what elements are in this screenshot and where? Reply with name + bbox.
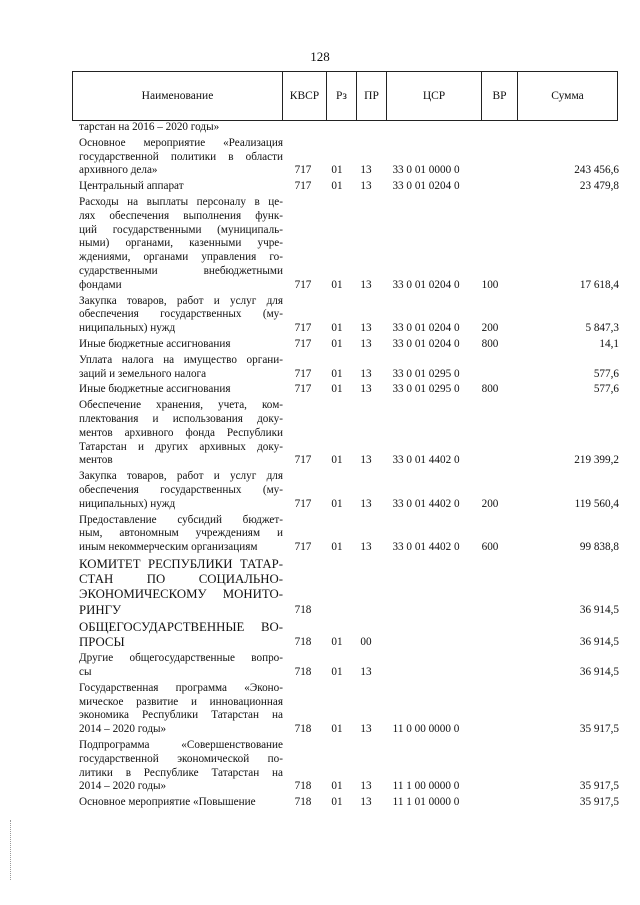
row-kvsr: 717	[294, 383, 312, 396]
row-csr: 33 0 01 4402 0	[392, 454, 460, 467]
row-pr: 13	[360, 723, 372, 736]
row-name-line: ными) органами, казенными учре-	[79, 237, 283, 250]
row-name-line: Государственная программа «Эконо-	[79, 681, 283, 694]
row-csr: 33 0 01 0204 0	[392, 180, 460, 193]
row-kvsr: 717	[294, 278, 312, 291]
row-name	[79, 338, 283, 352]
row-pr: 13	[360, 337, 372, 350]
row-csr: 33 0 01 0204 0	[392, 337, 460, 350]
row-name	[79, 137, 283, 178]
row-name-line: Иные бюджетные ассигнования	[79, 383, 231, 396]
table-row	[79, 295, 619, 336]
row-sum: 243 456,6	[574, 164, 619, 177]
row-name	[79, 383, 283, 397]
row-name-line: ПРОСЫ	[79, 634, 125, 649]
row-kvsr: 717	[294, 180, 312, 193]
header-sum: Сумма	[518, 72, 618, 121]
header-vr: ВР	[482, 72, 518, 121]
table-row	[79, 137, 619, 178]
row-name-line: РИНГУ	[79, 602, 122, 617]
row-name-line: ждениями, органами управления го-	[79, 251, 283, 264]
row-name-line: Закупка товаров, работ и услуг для	[79, 470, 283, 483]
row-vr: 800	[481, 337, 499, 350]
row-name-line: плектования и использования доку-	[79, 412, 283, 425]
row-name-line: ций государственными (муниципаль-	[79, 223, 283, 236]
row-rz: 01	[331, 665, 343, 678]
row-sum: 35 917,5	[579, 780, 619, 793]
row-name	[79, 796, 283, 810]
table-row	[79, 739, 619, 794]
row-pr: 13	[360, 322, 372, 335]
row-kvsr: 717	[294, 541, 312, 554]
row-name-line: Основное мероприятие «Реализация	[79, 136, 283, 149]
row-name-line: заций и земельного налога	[79, 367, 207, 380]
table-row	[79, 338, 619, 352]
row-csr: 33 0 01 0295 0	[392, 367, 460, 380]
row-sum: 36 914,5	[579, 665, 619, 678]
row-kvsr: 717	[294, 367, 312, 380]
row-kvsr: 718	[294, 665, 312, 678]
row-kvsr: 717	[294, 322, 312, 335]
row-sum: 577,6	[593, 383, 619, 396]
header-rz: Рз	[327, 72, 357, 121]
row-name	[79, 514, 283, 555]
row-name-line: Расходы на выплаты персоналу в це-	[79, 195, 283, 208]
table-header	[72, 71, 618, 121]
row-name-line: государственной экономической по-	[79, 752, 283, 765]
row-rz: 01	[331, 636, 343, 649]
table-row	[79, 620, 619, 650]
table-body	[79, 121, 619, 810]
row-kvsr: 717	[294, 337, 312, 350]
row-rz: 01	[331, 322, 343, 335]
row-sum: 577,6	[593, 367, 619, 380]
row-csr: 33 0 01 0204 0	[392, 322, 460, 335]
table-row	[79, 383, 619, 397]
table-row	[79, 354, 619, 382]
row-name-line: государственной политики в области	[79, 150, 283, 163]
row-name-line: иным некоммерческим организациям	[79, 541, 258, 554]
row-name-line: ментов архивного фонда Республики	[79, 426, 283, 439]
row-rz: 01	[331, 164, 343, 177]
row-vr: 100	[481, 278, 499, 291]
row-name-line: ным, автономным учреждениям и	[79, 527, 283, 540]
header-name: Наименование	[73, 72, 283, 121]
row-name	[79, 295, 283, 336]
row-vr: 800	[481, 383, 499, 396]
row-csr: 11 1 01 0000 0	[392, 796, 460, 809]
row-pr: 13	[360, 541, 372, 554]
row-name-line: Другие общегосударственные вопро-	[79, 652, 283, 665]
row-kvsr: 718	[294, 636, 312, 649]
row-csr: 33 0 01 4402 0	[392, 541, 460, 554]
row-rz: 01	[331, 180, 343, 193]
margin-dots	[10, 820, 12, 880]
row-name	[79, 121, 283, 135]
row-sum: 17 618,4	[579, 278, 619, 291]
row-rz: 01	[331, 367, 343, 380]
row-name	[79, 354, 283, 382]
row-name	[79, 557, 283, 618]
row-kvsr: 717	[294, 164, 312, 177]
row-name	[79, 620, 283, 650]
row-name-line: лях обеспечения выполнения функ-	[79, 209, 283, 222]
row-name-line: тарстан на 2016 – 2020 годы»	[79, 121, 220, 133]
row-name-line: мическое развитие и инновационная	[79, 695, 283, 708]
row-name-line: обеспечения государственных (му-	[79, 483, 283, 496]
row-name-line: архивного дела»	[79, 164, 158, 177]
row-pr: 13	[360, 780, 372, 793]
row-sum: 23 479,8	[579, 180, 619, 193]
row-name-line: литики в Республике Татарстан на	[79, 766, 283, 779]
row-rz: 01	[331, 454, 343, 467]
row-name-line: Предоставление субсидий бюджет-	[79, 513, 283, 526]
row-rz: 01	[331, 497, 343, 510]
row-rz: 01	[331, 337, 343, 350]
row-sum: 35 917,5	[579, 796, 619, 809]
row-pr: 13	[360, 454, 372, 467]
page-number: 128	[310, 49, 330, 64]
row-vr: 200	[481, 322, 499, 335]
row-vr: 200	[481, 497, 499, 510]
row-kvsr: 718	[294, 723, 312, 736]
row-name-line: 2014 – 2020 годы»	[79, 780, 167, 793]
row-sum: 14,1	[599, 337, 619, 350]
row-pr: 13	[360, 796, 372, 809]
row-sum: 36 914,5	[579, 636, 619, 649]
row-name	[79, 470, 283, 511]
row-pr: 00	[360, 636, 372, 649]
row-sum: 219 399,2	[574, 454, 619, 467]
row-kvsr: 718	[294, 603, 312, 616]
row-name-line: сы	[79, 665, 92, 678]
row-name-line: Обеспечение хранения, учета, ком-	[79, 399, 283, 412]
row-rz: 01	[331, 541, 343, 554]
row-name-line: сударственными внебюджетными	[79, 264, 283, 277]
table-row	[79, 399, 619, 468]
table-row	[79, 470, 619, 511]
row-name-line: Центральный аппарат	[79, 180, 184, 193]
row-rz: 01	[331, 278, 343, 291]
row-name-line: Уплата налога на имущество органи-	[79, 353, 283, 366]
row-kvsr: 718	[294, 796, 312, 809]
table-row	[79, 121, 619, 135]
row-sum: 99 838,8	[579, 541, 619, 554]
row-name-line: Подпрограмма «Совершенствование	[79, 738, 283, 751]
row-name-line: КОМИТЕТ РЕСПУБЛИКИ ТАТАР-	[79, 556, 283, 571]
row-sum: 35 917,5	[579, 723, 619, 736]
row-name-line: ОБЩЕГОСУДАРСТВЕННЫЕ ВО-	[79, 619, 283, 634]
row-rz: 01	[331, 780, 343, 793]
row-name-line: ниципальных) нужд	[79, 322, 176, 335]
row-name-line: обеспечения государственных (му-	[79, 308, 283, 321]
table-row	[79, 652, 619, 680]
row-pr: 13	[360, 180, 372, 193]
row-csr: 11 1 00 0000 0	[392, 780, 460, 793]
row-kvsr: 718	[294, 780, 312, 793]
row-name	[79, 399, 283, 468]
row-name-line: Татарстан и других архивных доку-	[79, 440, 283, 453]
row-pr: 13	[360, 497, 372, 510]
row-name	[79, 739, 283, 794]
table-row	[79, 557, 619, 618]
row-vr: 600	[481, 541, 499, 554]
row-pr: 13	[360, 383, 372, 396]
header-kvsr: КВСР	[283, 72, 327, 121]
row-name-line: Основное мероприятие «Повышение	[79, 796, 256, 809]
header-pr: ПР	[357, 72, 387, 121]
row-name-line: СТАН ПО СОЦИАЛЬНО-	[79, 572, 283, 587]
row-csr: 33 0 01 0000 0	[392, 164, 460, 177]
row-pr: 13	[360, 278, 372, 291]
row-name-line: ментов	[79, 454, 113, 467]
header-csr: ЦСР	[387, 72, 482, 121]
table-row	[79, 514, 619, 555]
row-name-line: экономика Республики Татарстан на	[79, 709, 283, 722]
row-name	[79, 652, 283, 680]
row-name-line: ниципальных) нужд	[79, 497, 176, 510]
row-name-line: Закупка товаров, работ и услуг для	[79, 294, 283, 307]
row-name-line: 2014 – 2020 годы»	[79, 723, 167, 736]
row-name	[79, 682, 283, 737]
row-csr: 33 0 01 0295 0	[392, 383, 460, 396]
row-sum: 119 560,4	[574, 497, 619, 510]
row-kvsr: 717	[294, 497, 312, 510]
row-name	[79, 196, 283, 293]
row-name-line: ЭКОНОМИЧЕСКОМУ МОНИТО-	[79, 587, 283, 602]
row-rz: 01	[331, 796, 343, 809]
row-name-line: Иные бюджетные ассигнования	[79, 337, 231, 350]
table-row	[79, 180, 619, 194]
row-csr: 33 0 01 0204 0	[392, 278, 460, 291]
row-pr: 13	[360, 665, 372, 678]
row-pr: 13	[360, 164, 372, 177]
row-name-line: фондами	[79, 278, 122, 291]
table-row	[79, 796, 619, 810]
row-sum: 36 914,5	[579, 603, 619, 616]
row-name	[79, 180, 283, 194]
table-row	[79, 196, 619, 293]
row-pr: 13	[360, 367, 372, 380]
table-row	[79, 682, 619, 737]
row-rz: 01	[331, 723, 343, 736]
row-csr: 33 0 01 4402 0	[392, 497, 460, 510]
row-csr: 11 0 00 0000 0	[392, 723, 460, 736]
row-rz: 01	[331, 383, 343, 396]
row-sum: 5 847,3	[585, 322, 619, 335]
row-kvsr: 717	[294, 454, 312, 467]
